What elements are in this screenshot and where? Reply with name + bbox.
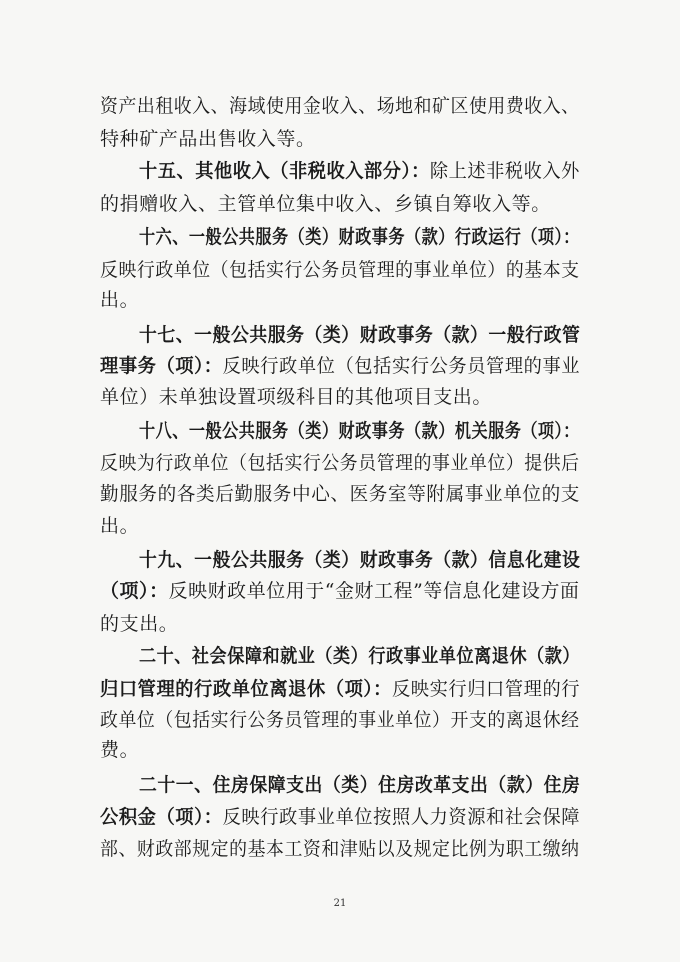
line-text: 反映实行归口管理的行	[391, 678, 581, 700]
text-line	[100, 513, 139, 539]
line-text: 单位）未单独设置项级科目的其他项目支出。	[100, 386, 493, 408]
text-line	[100, 804, 580, 830]
text-line	[100, 93, 580, 119]
text-line	[139, 418, 580, 444]
text-line	[139, 224, 580, 250]
text-line	[100, 707, 580, 733]
line-text: 的支出。	[100, 613, 179, 635]
line-text: 除上述非税收入外	[429, 160, 580, 182]
text-line	[100, 578, 580, 604]
text-line	[139, 772, 580, 798]
line-text: 反映行政单位（包括实行公务员管理的事业单位）的基本支	[100, 259, 580, 281]
line-text: 反映行政事业单位按照人力资源和社会保障	[222, 806, 581, 828]
text-line	[100, 481, 580, 507]
text-line	[139, 158, 580, 184]
text-line	[100, 836, 580, 862]
text-line	[100, 737, 139, 763]
line-text: 特种矿产品出售收入等。	[100, 128, 316, 150]
line-text: 的捐赠收入、主管单位集中收入、乡镇自筹收入等。	[100, 193, 551, 215]
text-line	[139, 643, 580, 669]
text-line	[139, 322, 580, 348]
section-heading: 归口管理的行政单位离退休（项）：	[100, 678, 392, 700]
line-text: 反映财政单位用于“金财工程”等信息化建设方面	[168, 580, 580, 602]
text-line	[100, 353, 580, 379]
section-heading: 十七、一般公共服务（类）财政事务（款）一般行政管	[139, 324, 581, 346]
line-text: 勤服务的各类后勤服务中心、医务室等附属事业单位的支	[100, 483, 581, 505]
section-heading: （项）：	[100, 580, 169, 602]
section-heading: 二十、社会保障和就业（类）行政事业单位离退休（款）	[139, 645, 581, 667]
section-heading: 十六、一般公共服务（类）财政事务（款）行政运行（项）：	[139, 226, 580, 248]
section-heading: 公积金（项）：	[100, 806, 223, 828]
section-heading: 十九、一般公共服务（类）财政事务（款）信息化建设	[139, 549, 581, 571]
line-text: 部、财政部规定的基本工资和津贴以及规定比例为职工缴纳	[100, 838, 580, 860]
text-line	[139, 547, 580, 573]
text-line	[100, 257, 580, 283]
text-line	[100, 191, 551, 217]
section-heading: 理事务（项）：	[100, 355, 223, 377]
line-text: 反映行政单位（包括实行公务员管理的事业	[222, 355, 581, 377]
line-text: 政单位（包括实行公务员管理的事业单位）开支的离退休经	[100, 709, 580, 731]
line-text: 出。	[100, 289, 140, 311]
text-line	[100, 450, 580, 476]
text-line	[100, 676, 580, 702]
section-heading: 十八、一般公共服务（类）财政事务（款）机关服务（项）：	[139, 420, 580, 442]
line-text: 费。	[100, 739, 140, 761]
page-number: 21	[333, 898, 347, 909]
line-text: 出。	[100, 515, 140, 537]
section-heading: 十五、其他收入（非税收入部分）：	[139, 160, 430, 182]
text-line	[100, 126, 316, 152]
line-text: 反映为行政单位（包括实行公务员管理的事业单位）提供后	[100, 452, 580, 474]
text-line	[100, 384, 492, 410]
line-text: 资产出租收入、海域使用金收入、场地和矿区使用费收入、	[100, 95, 580, 117]
section-heading: 二十一、住房保障支出（类）住房改革支出（款）住房	[139, 774, 581, 796]
text-line	[100, 287, 139, 313]
text-line	[100, 611, 178, 637]
